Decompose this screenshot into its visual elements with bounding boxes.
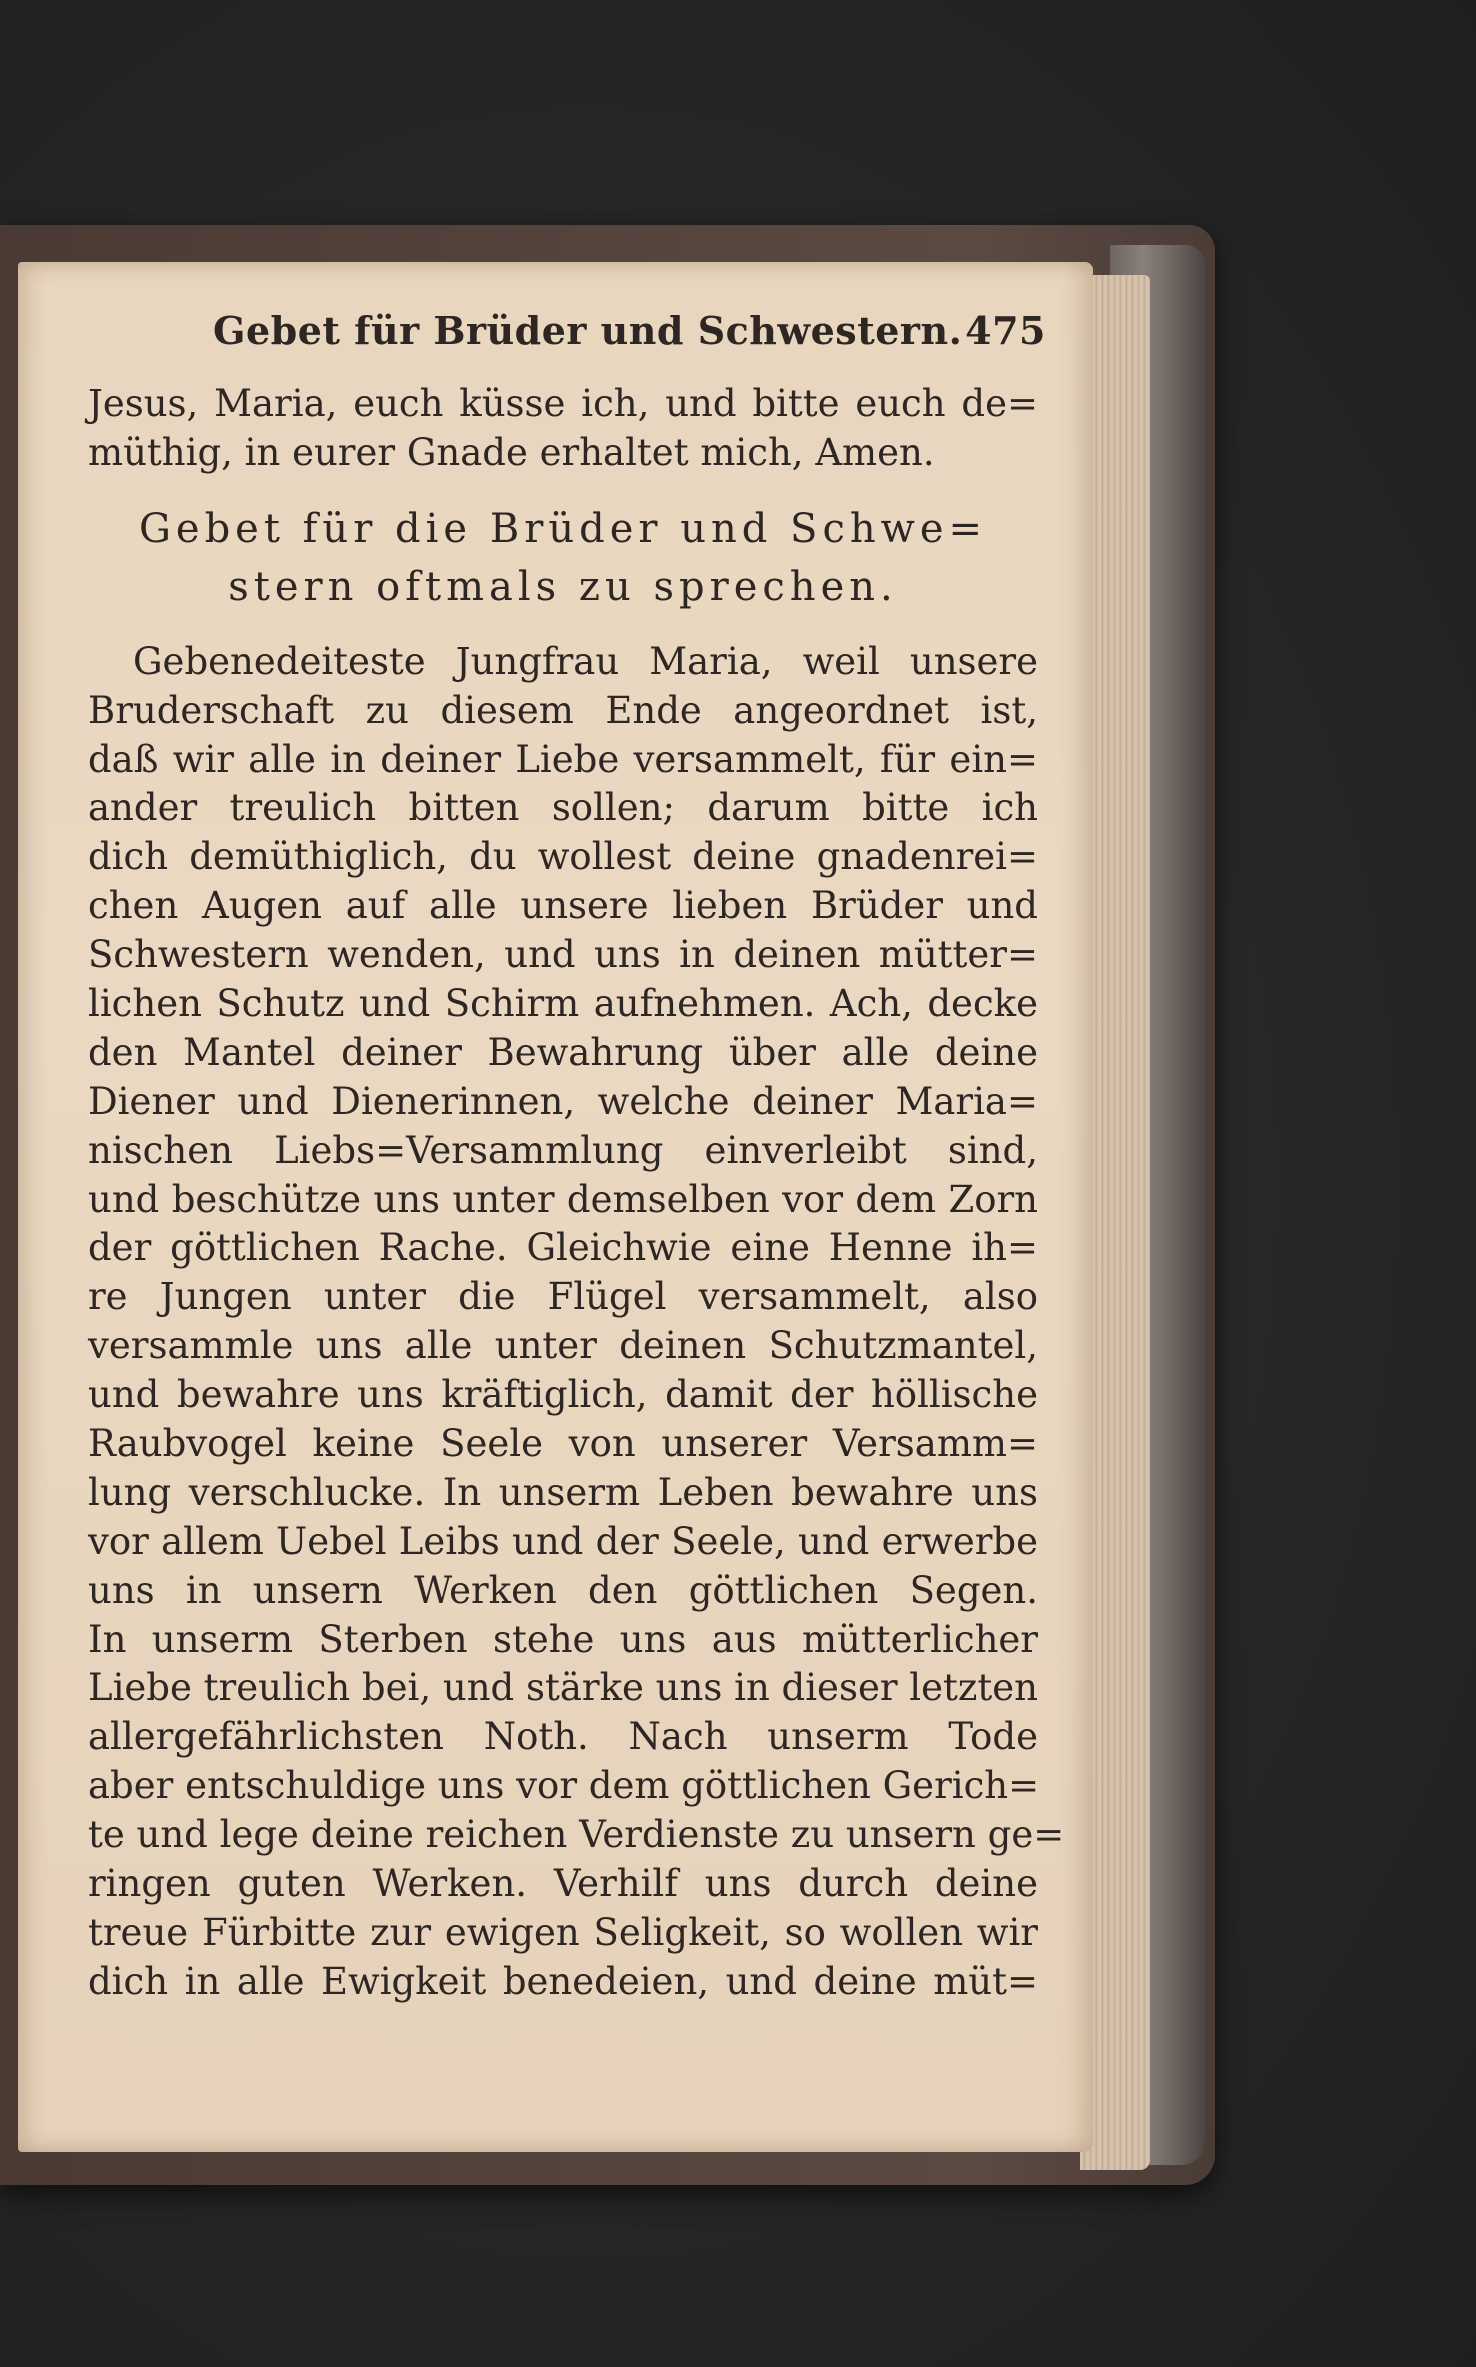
text-line: dich in alle Ewigkeit benedeien, und deine müt= [88,1959,1038,2003]
text-line: chen Augen auf alle unsere lieben Brüder und [88,884,1038,928]
text-line: Jesus, Maria, euch küsse ich, und bitte euch de= [88,382,1038,425]
text-line: daß wir alle in deiner Liebe versammelt, für ein= [88,737,1038,781]
text-line: versammle uns alle unter deinen Schutzmantel, [88,1324,1038,1368]
text-line: Gebenedeiteste Jungfrau Maria, weil unsere [133,639,1038,683]
page-text-block [88,302,1065,2122]
book-page [18,262,1093,2152]
heading-line: stern oftmals zu sprechen. [228,563,898,610]
text-line: aber entschuldige uns vor dem göttlichen Gerich= [88,1764,1040,1808]
text-line: te und lege deine reichen Verdienste zu unsern ge= [88,1813,1065,1857]
text-line: der göttlichen Rache. Gleichwie eine Henne ih= [88,1226,1038,1270]
text-line: nischen Liebs=Versammlung einverleibt sind, [88,1128,1038,1172]
text-line: ringen guten Werken. Verhilf uns durch deine [88,1862,1038,1906]
text-line: den Mantel deiner Bewahrung über alle deine [88,1030,1038,1074]
text-line: Raubvogel keine Seele von unserer Versamm= [88,1422,1038,1466]
running-title: Gebet für Brüder und Schwestern. [213,308,963,353]
text-line: allergefährlichsten Noth. Nach unserm Tode [88,1715,1038,1759]
text-line: lichen Schutz und Schirm aufnehmen. Ach, decke [88,982,1038,1026]
page-number: 475 [965,308,1046,353]
prayer-text [88,638,1065,2007]
text-line: Bruderschaft zu diesem Ende angeordnet ist, [88,688,1038,732]
text-line: lung verschlucke. In unserm Leben bewahre uns [88,1470,1038,1514]
section-heading [88,500,1038,616]
heading-line: Gebet für die Brüder und Schwe= [138,505,988,552]
text-line: treue Fürbitte zur ewigen Seligkeit, so wollen wir [88,1910,1038,1954]
text-line: uns in unsern Werken den göttlichen Segen. [88,1568,1038,1612]
text-line: Liebe treulich bei, und stärke uns in dieser letzten [88,1666,1038,1710]
text-line: vor allem Uebel Leibs und der Seele, und erwerbe [88,1519,1038,1563]
text-line: dich demüthiglich, du wollest deine gnadenrei= [88,835,1038,879]
text-line: und beschütze uns unter demselben vor dem Zorn [88,1177,1038,1221]
text-line: ander treulich bitten sollen; darum bitte ich [88,786,1038,830]
text-line: In unserm Sterben stehe uns aus mütterlicher [88,1617,1038,1661]
text-line: Schwestern wenden, und uns in deinen mütter= [88,933,1038,977]
intro-paragraph [88,380,1038,478]
text-line: Diener und Dienerinnen, welche deiner Maria= [88,1079,1038,1123]
running-header [88,302,1046,372]
text-line: müthig, in eurer Gnade erhaltet mich, Amen. [88,430,935,474]
text-line: re Jungen unter die Flügel versammelt, also [88,1275,1038,1319]
text-line: und bewahre uns kräftiglich, damit der höllische [88,1373,1038,1417]
